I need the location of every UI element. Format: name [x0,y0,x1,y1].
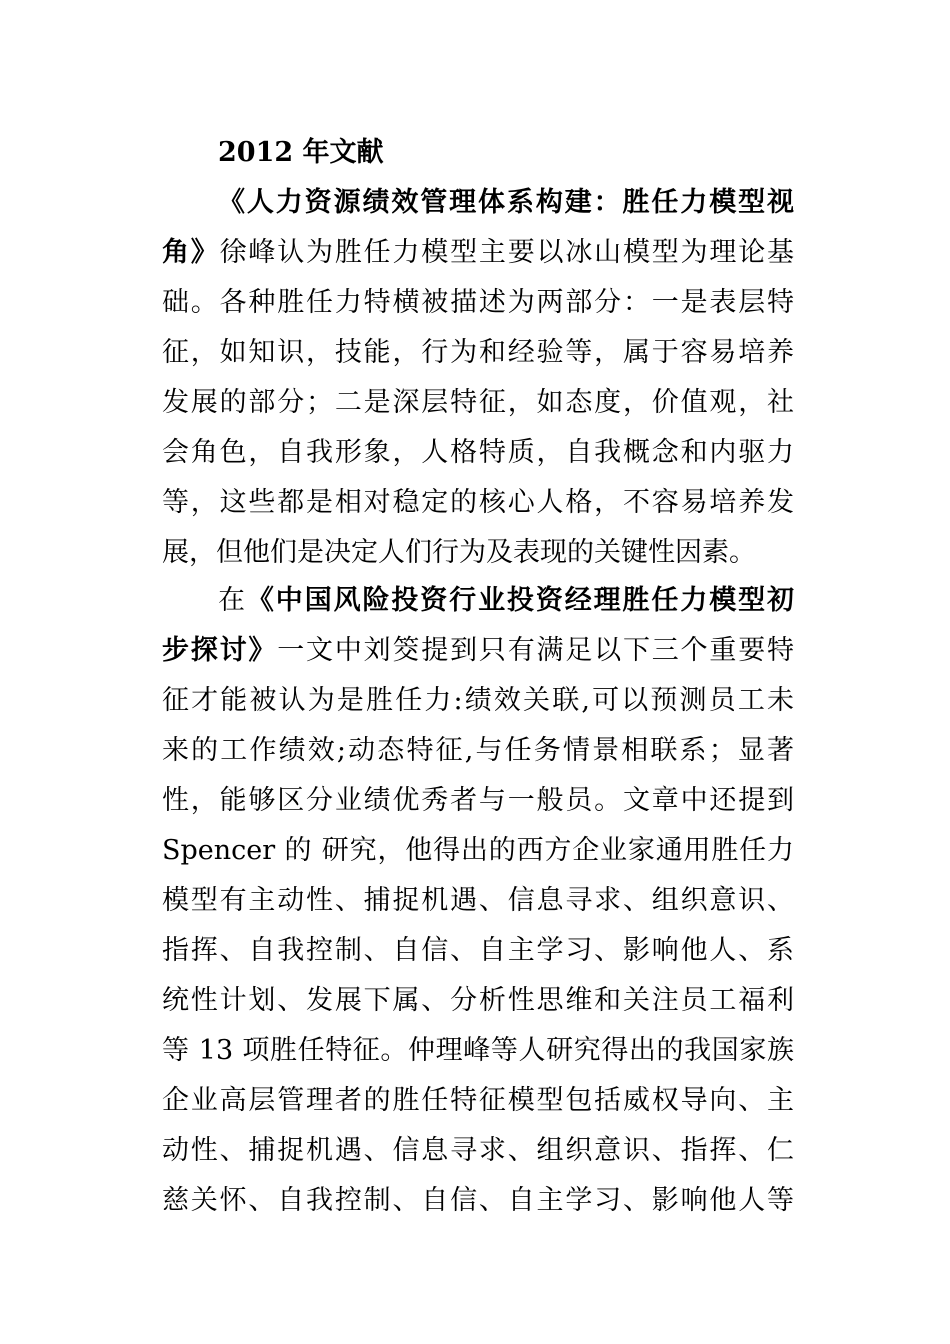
paragraph-line: 等 13 项胜任特征。仲理峰等人研究得出的我国家族 [162,1035,794,1066]
paragraph-line: 征才能被认为是胜任力:绩效关联,可以预测员工未 [162,685,794,716]
paragraph-line: 企业高层管理者的胜任特征模型包括威权导向、主 [162,1085,794,1116]
paragraph-line: 来的工作绩效;动态特征,与任务情景相联系；显著 [162,735,794,766]
paragraph-line: 展，但他们是决定人们行为及表现的关键性因素。 [162,537,756,568]
paragraph-line: 模型有主动性、捕捉机遇、信息寻求、组织意识、 [162,885,794,916]
paragraph-line: Spencer 的 研究，他得出的西方企业家通用胜任力 [162,835,794,866]
paragraph-line: 动性、捕捉机遇、信息寻求、组织意识、指挥、仁 [162,1135,794,1166]
paragraph-line [162,178,794,228]
article-title: 角》 [162,237,220,268]
paragraph-line: 性，能够区分业绩优秀者与一般员。文章中还提到 [162,785,794,816]
article-title: 步探讨》 [162,635,278,666]
article-title: 《中国风险投资行业投资经理胜任力模型初 [246,585,795,616]
article-title: 《人力资源绩效管理体系构建：胜任力模型视 [218,187,794,218]
paragraph-line: 发展的部分；二是深层特征，如态度，价值观，社 [162,387,794,418]
document-heading: 2012 年文献 [218,137,384,168]
paragraph-line: 慈关怀、自我控制、自信、自主学习、影响他人等 [162,1185,794,1216]
paragraph-line: 会角色，自我形象，人格特质，自我概念和内驱力 [162,437,794,468]
paragraph-line: 在《中国风险投资行业投资经理胜任力模型初 [218,585,795,616]
paragraph-line: 征，如知识，技能，行为和经验等，属于容易培养 [162,337,794,368]
paragraph-line: 等，这些都是相对稳定的核心人格，不容易培养发 [162,487,794,518]
paragraph-line: 础。各种胜任力特横被描述为两部分：一是表层特 [162,287,794,318]
paragraph-1 [162,178,794,578]
paragraph-2 [162,576,794,1226]
paragraph-line: 角》徐峰认为胜任力模型主要以冰山模型为理论基 [162,237,795,268]
paragraph-line: 指挥、自我控制、自信、自主学习、影响他人、系 [162,935,794,966]
paragraph-line: 统性计划、发展下属、分析性思维和关注员工福利 [162,985,794,1016]
paragraph-line: 步探讨》一文中刘筊提到只有满足以下三个重要特 [162,635,795,666]
